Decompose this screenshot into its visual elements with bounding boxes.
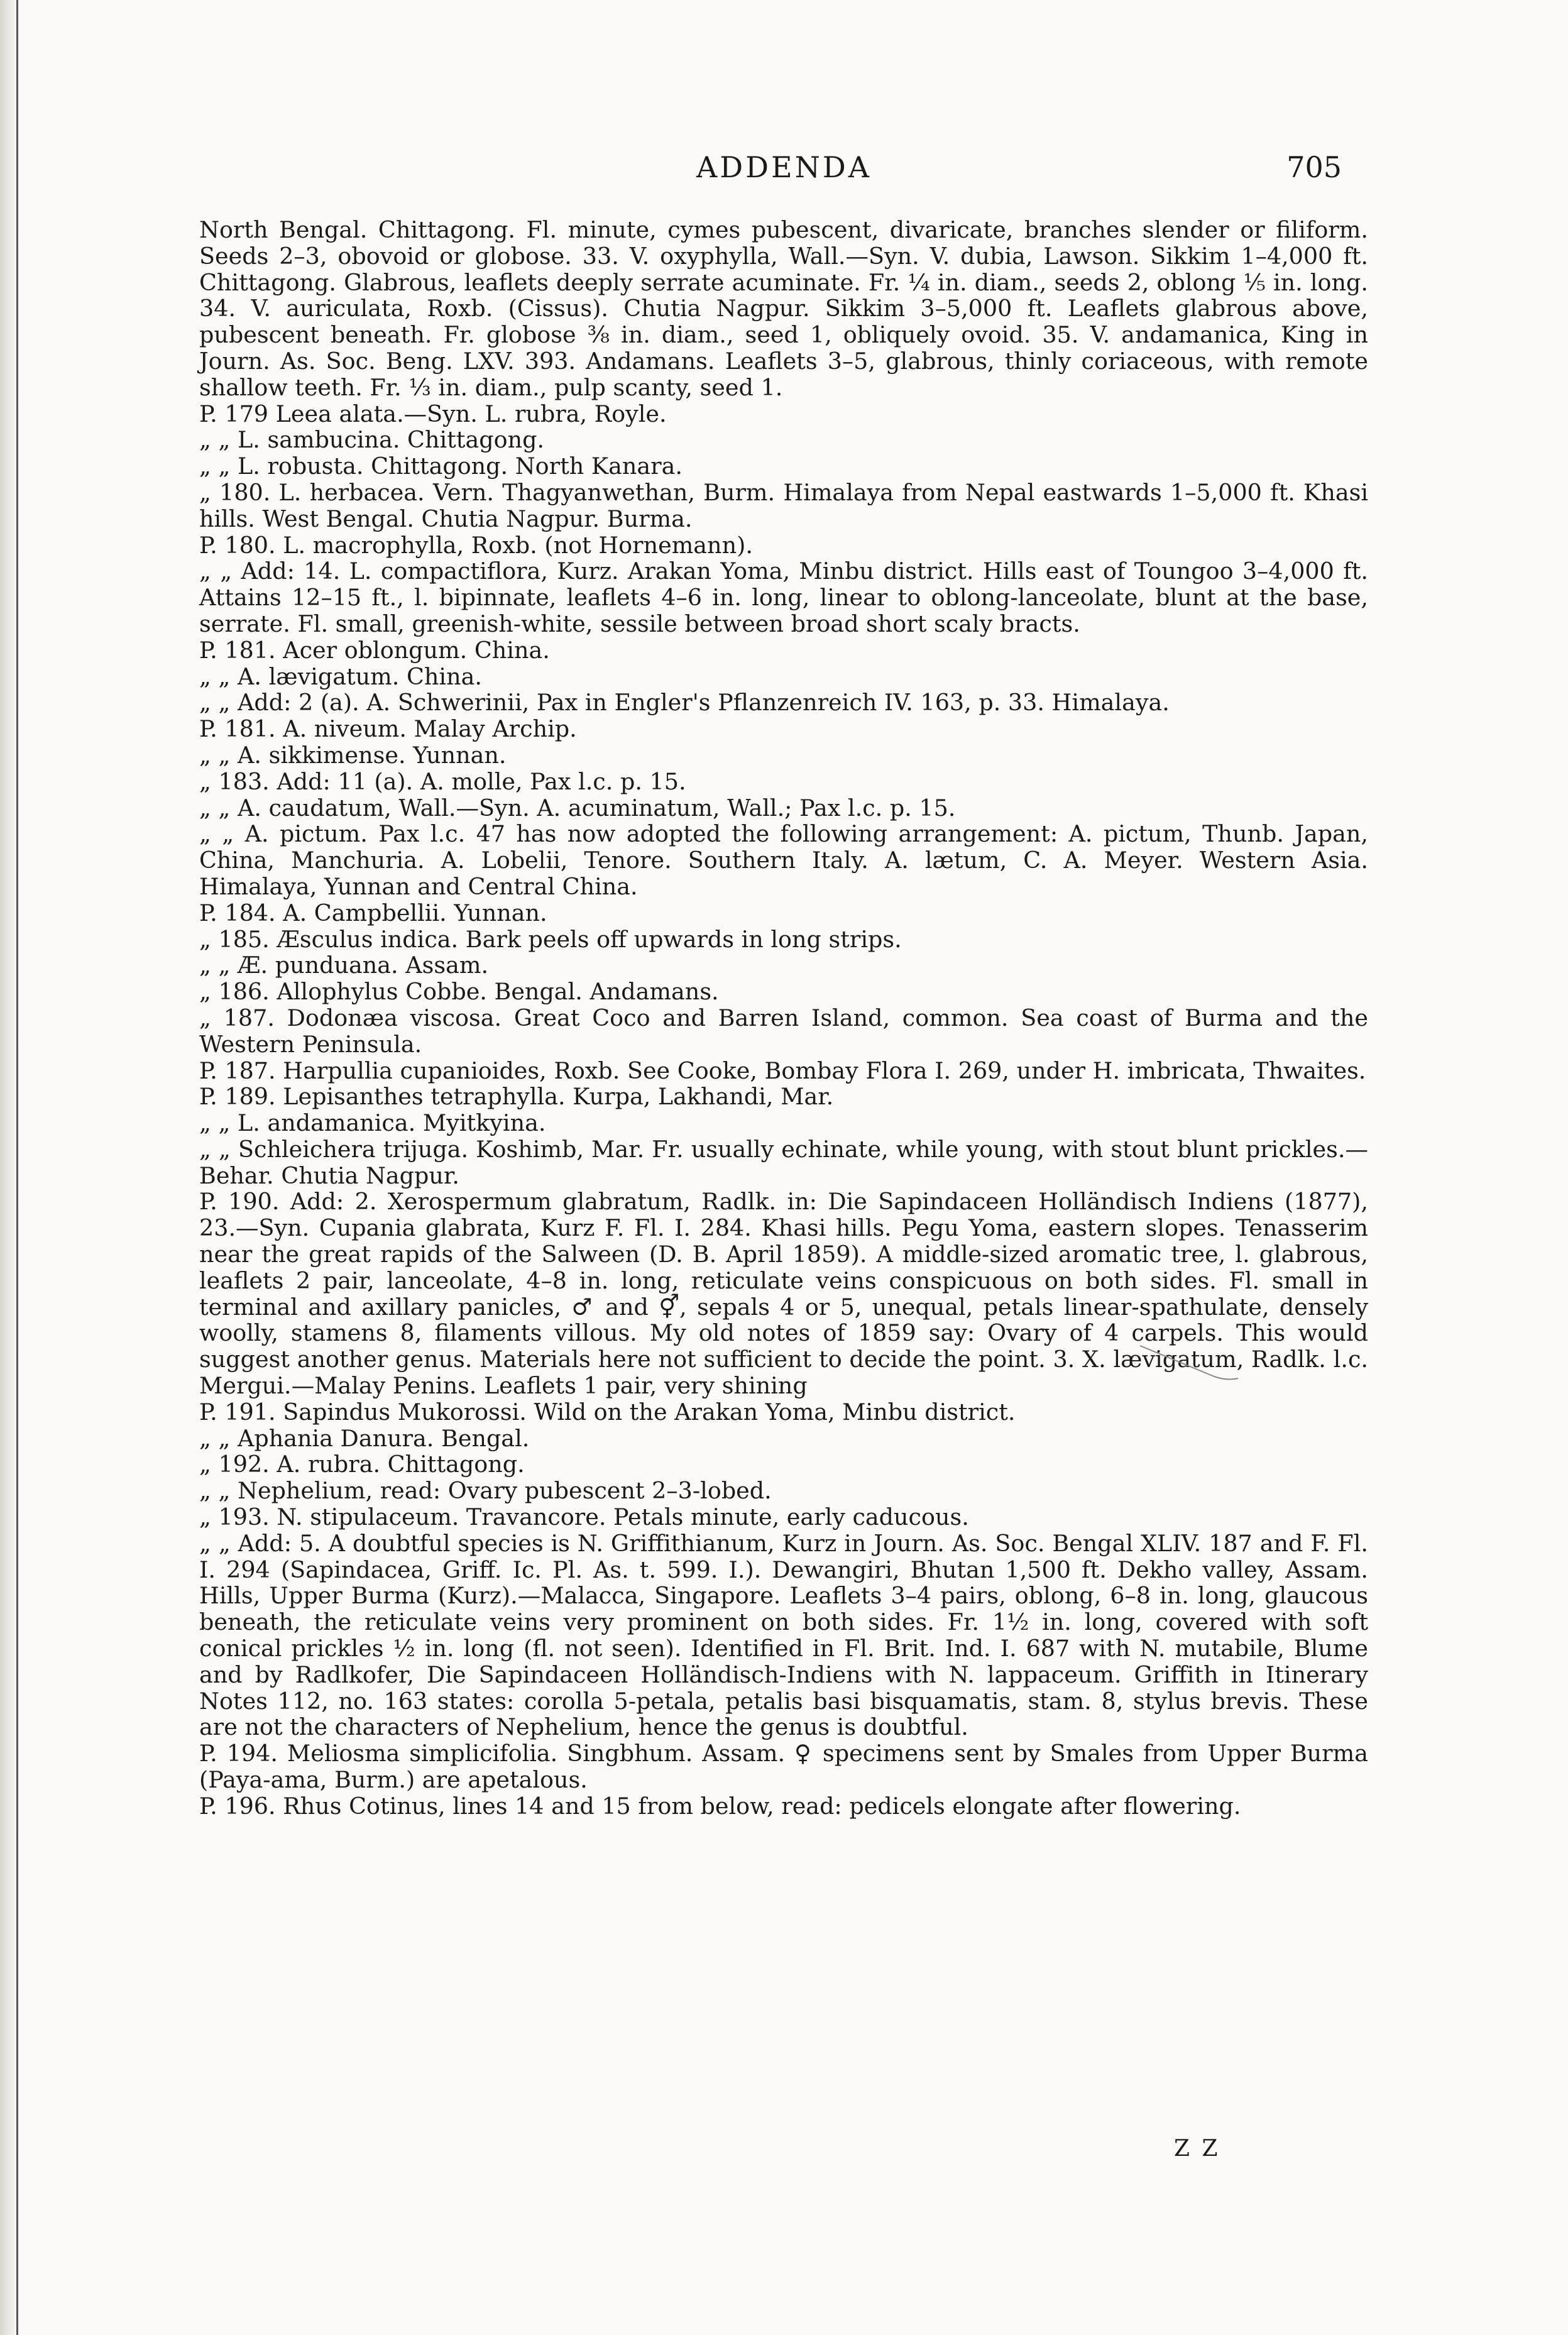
paragraph: P. 194. Meliosma simplicifolia. Singbhum. Assam. ♀ specimens sent by Smales from Upper Burma (Paya-ama, Burm.) are apetalous. [199,1740,1368,1794]
paragraph: „ 187. Dodonæa viscosa. Great Coco and Barren Island, common. Sea coast of Burma and the Western Peninsula. [199,1004,1368,1058]
paragraph: „ 183. Add: 11 (a). A. molle, Pax l.c. p. 15. [199,767,686,795]
paragraph: „ „ L. robusta. Chittagong. North Kanara. [199,453,683,480]
paragraph: „ 180. L. herbacea. Vern. Thagyanwethan, Burm. Himalaya from Nepal eastwards 1–5,000 ft. Khasi hills. West Bengal. Chutia Nagpur. Burma. [199,478,1368,532]
paragraph: „ 185. Æsculus indica. Bark peels off upwards in long strips. [199,925,902,953]
paragraph: „ „ Æ. punduana. Assam. [199,952,489,979]
paragraph: P. 189. Lepisanthes tetraphylla. Kurpa, Lakhandi, Mar. [199,1083,834,1111]
paragraph: P. 187. Harpullia cupanioides, Roxb. See Cooke, Bombay Flora I. 269, under H. imbricata, Thwaites. [199,1057,1366,1084]
paragraph: P. 190. Add: 2. Xerospermum glabratum, Radlk. in: Die Sapindaceen Holländisch Indiens (1877), 23.—Syn. Cupania glabrata, Kurz F. Fl. I. 284. Khasi hills. Pegu Yoma, eastern slopes. Tenasserim near the great rapids of the Salween (D. B. April 1859). A middle-sized aromatic tree, l. glabrous, leaflets 2 pair, lanceolate, 4–8 in. long, reticulate veins conspicuous on both sides. Fl. small in terminal and axillary panicles, ♂ and ⚥, sepals 4 or 5, unequal, petals linear-spathulate, densely woolly, stamens 8, filaments villous. My old notes of 1859 say: Ovary of 4 carpels. This would suggest another genus. Materials here not sufficient to decide the point. 3. X. lævigatum, Radlk. l.c. Mergui.—Malay Penins. Leaflets 1 pair, very shining [199,1188,1368,1400]
paragraph: North Bengal. Chittagong. Fl. minute, cymes pubescent, divaricate, branches slender or filiform. Seeds 2–3, obovoid or globose. 33. V. oxyphylla, Wall.—Syn. V. dubia, Lawson. Sikkim 1–4,000 ft. Chittagong. Glabrous, leaflets deeply serrate acuminate. Fr. ¼ in. diam., seeds 2, oblong ⅕ in. long. 34. V. auriculata, Roxb. (Cissus). Chutia Nagpur. Sikkim 3–5,000 ft. Leaflets glabrous above, pubescent beneath. Fr. globose ⅜ in. diam., seed 1, obliquely ovoid. 35. V. andamanica, King in Journ. As. Soc. Beng. LXV. 393. Andamans. Leaflets 3–5, glabrous, thinly coriaceous, with remote shallow teeth. Fr. ⅓ in. diam., pulp scanty, seed 1. [199,216,1368,401]
paragraph: „ „ A. caudatum, Wall.—Syn. A. acuminatum, Wall.; Pax l.c. p. 15. [199,794,956,821]
page-header [0,141,1568,192]
page-number: 705 [1286,150,1342,184]
paragraph: „ „ A. lævigatum. China. [199,662,482,690]
paragraph: „ 193. N. stipulaceum. Travancore. Petals minute, early caducous. [199,1503,969,1531]
paragraph: „ „ Aphania Danura. Bengal. [199,1424,530,1452]
paragraph: „ „ A. pictum. Pax l.c. 47 has now adopted the following arrangement: A. pictum, Thunb. Japan, China, Manchuria. A. Lobelii, Tenore. Southern Italy. A. lætum, C. A. Meyer. Western Asia. Himalaya, Yunnan and Central China. [199,820,1368,900]
paragraph: „ „ L. andamanica. Myitkyina. [199,1109,546,1137]
paragraph: „ „ Schleichera trijuga. Koshimb, Mar. Fr. usually echinate, while young, with stout blunt prickles.—Behar. Chutia Nagpur. [199,1135,1368,1189]
paragraph: „ „ A. sikkimense. Yunnan. [199,741,507,769]
paragraph: P. 181. A. niveum. Malay Archip. [199,715,577,743]
paragraph: „ „ Add: 14. L. compactiflora, Kurz. Arakan Yoma, Minbu district. Hills east of Toungoo 3–4,000 ft. Attains 12–15 ft., l. bipinnate, leaflets 4–6 in. long, linear to oblong-lanceolate, blunt at the base, serrate. Fl. small, greenish-white, sessile between broad short scaly bracts. [199,558,1368,637]
paragraph: „ „ Add: 2 (a). A. Schwerinii, Pax in Engler's Pflanzenreich IV. 163, p. 33. Himalaya. [199,689,1170,717]
signature-mark: Z Z [1174,2136,1220,2162]
running-title: ADDENDA [696,150,872,184]
paragraph: „ 186. Allophylus Cobbe. Bengal. Andamans. [199,978,719,1006]
paragraph: „ „ L. sambucina. Chittagong. [199,426,545,454]
paragraph: P. 196. Rhus Cotinus, lines 14 and 15 from below, read: pedicels elongate after flowering. [199,1792,1241,1820]
paragraph: „ „ Nephelium, read: Ovary pubescent 2–3-lobed. [199,1477,772,1505]
paragraph: P. 184. A. Campbellii. Yunnan. [199,899,547,926]
pencil-mark [1139,1342,1239,1386]
addenda-body [199,217,1368,1820]
paragraph: P. 179 Leea alata.—Syn. L. rubra, Royle. [199,400,667,427]
paragraph: P. 191. Sapindus Mukorossi. Wild on the Arakan Yoma, Minbu district. [199,1398,1016,1426]
paragraph: P. 181. Acer oblongum. China. [199,636,550,664]
page-edge-line [16,0,18,2335]
paragraph: „ „ Add: 5. A doubtful species is N. Griffithianum, Kurz in Journ. As. Soc. Bengal XLIV. 187 and F. Fl. I. 294 (Sapindacea, Griff. Ic. Pl. As. t. 599. I.). Dewangiri, Bhutan 1,500 ft. Dekho valley, Assam. Hills, Upper Burma (Kurz).—Malacca, Singapore. Leaflets 3–4 pairs, oblong, 6–8 in. long, glaucous beneath, the reticulate veins very prominent on both sides. Fr. 1½ in. long, covered with soft conical prickles ½ in. long (fl. not seen). Identified in Fl. Brit. Ind. I. 687 with N. mutabile, Blume and by Radlkofer, Die Sapindaceen Holländisch-Indiens with N. lappaceum. Griffith in Itinerary Notes 112, no. 163 states: corolla 5-petala, petalis basi bisquamatis, stam. 8, stylus brevis. These are not the characters of Nephelium, hence the genus is doubtful. [199,1529,1368,1741]
paragraph: P. 180. L. macrophylla, Roxb. (not Hornemann). [199,531,753,559]
paragraph: „ 192. A. rubra. Chittagong. [199,1451,525,1478]
